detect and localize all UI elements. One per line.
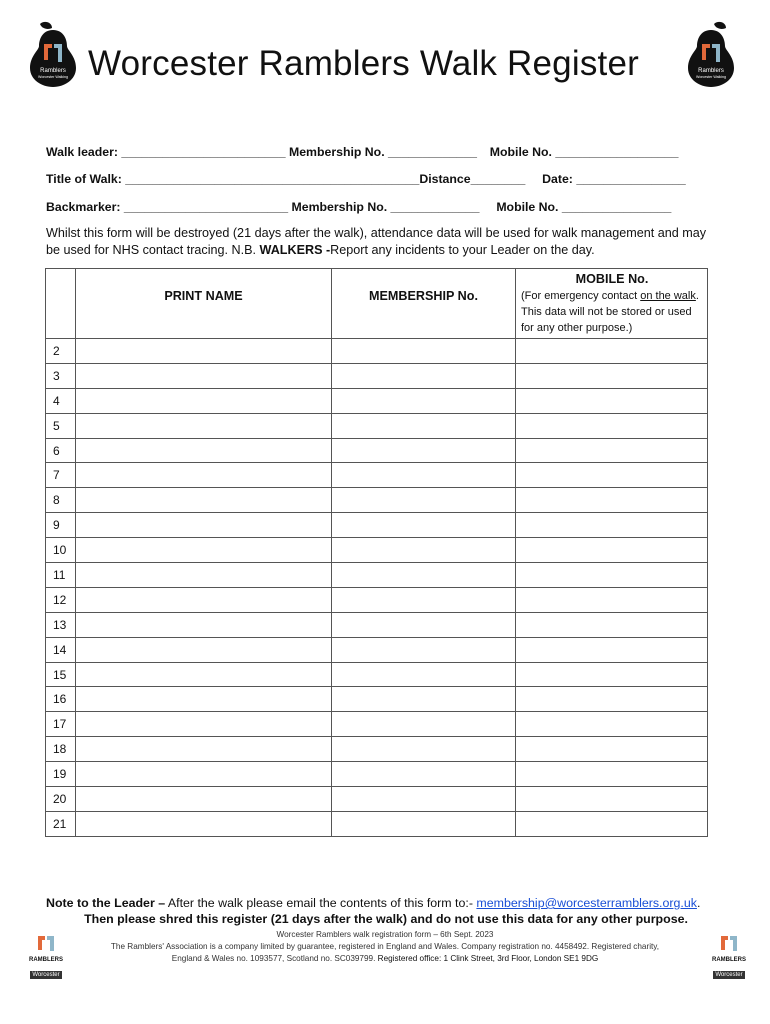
table-row [46, 762, 708, 787]
row-number: 19 [46, 762, 76, 787]
ramblers-logo-left [22, 20, 84, 84]
form-version: Worcester Ramblers walk registration form – 6th Sept. 2023 [276, 930, 494, 939]
ramblers-badge-left [28, 934, 64, 981]
row-number: 15 [46, 662, 76, 687]
mobile-cell[interactable] [516, 438, 708, 463]
header-mobile-note-post: . This data will not be stored or used for any other purpose.) [521, 290, 699, 334]
ramblers-mark-icon [718, 934, 740, 952]
membership-cell[interactable] [332, 587, 516, 612]
badge-word: RAMBLERS [29, 957, 63, 963]
membership-cell[interactable] [332, 463, 516, 488]
row-number: 3 [46, 363, 76, 388]
membership-cell[interactable] [332, 488, 516, 513]
row-number: 16 [46, 687, 76, 712]
walk-leader-mobile-field[interactable]: Mobile No. __________________ [489, 145, 679, 159]
print-name-cell[interactable] [76, 612, 332, 637]
header-mobile [516, 269, 708, 339]
print-name-cell[interactable] [76, 438, 332, 463]
print-name-cell[interactable] [76, 587, 332, 612]
mobile-cell[interactable] [516, 687, 708, 712]
membership-cell[interactable] [332, 787, 516, 812]
backmarker-field[interactable]: Backmarker: ________________________ Membership No. _____________ [46, 200, 480, 214]
membership-cell[interactable] [332, 811, 516, 836]
membership-cell[interactable] [332, 363, 516, 388]
header-mobile-note-underlined: on the walk [640, 290, 696, 302]
print-name-cell[interactable] [76, 811, 332, 836]
membership-cell[interactable] [332, 339, 516, 364]
print-name-cell[interactable] [76, 563, 332, 588]
table-row [46, 687, 708, 712]
print-name-cell[interactable] [76, 662, 332, 687]
row-number: 11 [46, 563, 76, 588]
table-row [46, 538, 708, 563]
table-row [46, 563, 708, 588]
row-number: 17 [46, 712, 76, 737]
badge-city: Worcester [715, 972, 743, 978]
mobile-cell[interactable] [516, 787, 708, 812]
ramblers-mark-icon [35, 934, 57, 952]
membership-cell[interactable] [332, 637, 516, 662]
intro-text-pre: Whilst this form will be destroyed (21 days after the walk), attendance data will be used for walk management and may be used for NHS contact tracing. N.B. [46, 226, 707, 257]
legal-line-2-office: Registered office: 1 Clink Street, 3rd Floor, London SE1 9DG [377, 954, 599, 963]
logo-tagline: Worcester Walking [38, 75, 68, 79]
table-row [46, 413, 708, 438]
mobile-cell[interactable] [516, 363, 708, 388]
membership-cell[interactable] [332, 388, 516, 413]
table-row [46, 737, 708, 762]
title-of-walk-row [46, 172, 686, 186]
row-number: 13 [46, 612, 76, 637]
row-number: 14 [46, 637, 76, 662]
print-name-cell[interactable] [76, 712, 332, 737]
legal-line-1: The Ramblers' Association is a company limited by guarantee, registered in England and Wales. Company registration no. 4458492. Registered charity, [110, 942, 660, 951]
table-row [46, 388, 708, 413]
backmarker-mobile-field[interactable]: Mobile No. ________________ [496, 200, 672, 214]
intro-text-post: Report any incidents to your Leader on the day. [330, 243, 595, 257]
print-name-cell[interactable] [76, 538, 332, 563]
table-row [46, 463, 708, 488]
badge-word: RAMBLERS [712, 957, 746, 963]
print-name-cell[interactable] [76, 488, 332, 513]
row-number: 8 [46, 488, 76, 513]
logo-tagline: Worcester Walking [696, 75, 726, 79]
print-name-cell[interactable] [76, 388, 332, 413]
mobile-cell[interactable] [516, 413, 708, 438]
row-number: 6 [46, 438, 76, 463]
row-number: 12 [46, 587, 76, 612]
mobile-cell[interactable] [516, 612, 708, 637]
print-name-cell[interactable] [76, 413, 332, 438]
table-row [46, 612, 708, 637]
mobile-cell[interactable] [516, 339, 708, 364]
print-name-cell[interactable] [76, 363, 332, 388]
mobile-cell[interactable] [516, 513, 708, 538]
walk-leader-row [46, 145, 678, 159]
backmarker-row [46, 200, 671, 214]
table-row [46, 488, 708, 513]
intro-walkers: WALKERS - [259, 243, 331, 257]
membership-cell[interactable] [332, 438, 516, 463]
row-number: 20 [46, 787, 76, 812]
membership-cell[interactable] [332, 538, 516, 563]
row-number: 4 [46, 388, 76, 413]
print-name-cell[interactable] [76, 687, 332, 712]
header-num-cell [46, 269, 76, 339]
row-number: 7 [46, 463, 76, 488]
print-name-cell[interactable] [76, 787, 332, 812]
header-mobile-note-pre: (For emergency contact [521, 290, 641, 302]
row-number: 9 [46, 513, 76, 538]
membership-cell[interactable] [332, 563, 516, 588]
distance-field[interactable]: Distance________ [419, 172, 526, 186]
table-row [46, 787, 708, 812]
date-field[interactable]: Date: ________________ [542, 172, 686, 186]
title-of-walk-field[interactable]: Title of Walk: ___________________________________________ [46, 172, 420, 186]
print-name-cell[interactable] [76, 513, 332, 538]
legal-line-2 [60, 954, 710, 963]
leader-note [46, 896, 726, 910]
print-name-cell[interactable] [76, 637, 332, 662]
intro-paragraph [46, 225, 718, 259]
table-row [46, 339, 708, 364]
ramblers-badge-right [711, 934, 747, 981]
header-print-name: PRINT NAME [76, 269, 332, 339]
mobile-cell[interactable] [516, 563, 708, 588]
membership-cell[interactable] [332, 513, 516, 538]
membership-cell[interactable] [332, 687, 516, 712]
membership-email-link[interactable]: membership@worcesterramblers.org.uk [476, 896, 697, 910]
logo-text: Ramblers [40, 68, 66, 74]
mobile-cell[interactable] [516, 712, 708, 737]
mobile-cell[interactable] [516, 488, 708, 513]
membership-cell[interactable] [332, 662, 516, 687]
table-row [46, 438, 708, 463]
mobile-cell[interactable] [516, 463, 708, 488]
page-title: Worcester Ramblers Walk Register [88, 44, 639, 83]
legal-line-2-pre: England & Wales no. 1093577, Scotland no. SC039799. [171, 954, 378, 963]
table-row [46, 637, 708, 662]
print-name-cell[interactable] [76, 339, 332, 364]
note-end: . [696, 896, 701, 910]
mobile-cell[interactable] [516, 662, 708, 687]
print-name-cell[interactable] [76, 463, 332, 488]
table-row [46, 811, 708, 836]
mobile-cell[interactable] [516, 762, 708, 787]
membership-cell[interactable] [332, 762, 516, 787]
row-number: 5 [46, 413, 76, 438]
ramblers-logo-right [680, 20, 742, 84]
table-row [46, 587, 708, 612]
note-label: Note to the Leader – [46, 896, 166, 910]
walk-leader-field[interactable]: Walk leader: ________________________ Membership No. _____________ [46, 145, 477, 159]
note-text: After the walk please email the contents of this form to:- [165, 896, 477, 910]
membership-cell[interactable] [332, 413, 516, 438]
table-row [46, 363, 708, 388]
membership-cell[interactable] [332, 612, 516, 637]
row-number: 10 [46, 538, 76, 563]
row-number: 18 [46, 737, 76, 762]
header-mobile-title: MOBILE No. [575, 272, 649, 286]
mobile-cell[interactable] [516, 388, 708, 413]
shred-instruction: Then please shred this register (21 days after the walk) and do not use this data for any other purpose. [84, 912, 688, 926]
table-header-row [46, 269, 708, 339]
print-name-cell[interactable] [76, 762, 332, 787]
mobile-cell[interactable] [516, 637, 708, 662]
row-number: 21 [46, 811, 76, 836]
row-number: 2 [46, 339, 76, 364]
table-row [46, 712, 708, 737]
mobile-cell[interactable] [516, 587, 708, 612]
mobile-cell[interactable] [516, 737, 708, 762]
membership-cell[interactable] [332, 712, 516, 737]
register-table [45, 268, 708, 837]
badge-city: Worcester [32, 972, 60, 978]
mobile-cell[interactable] [516, 811, 708, 836]
membership-cell[interactable] [332, 737, 516, 762]
header-membership: MEMBERSHIP No. [332, 269, 516, 339]
table-row [46, 662, 708, 687]
table-row [46, 513, 708, 538]
print-name-cell[interactable] [76, 737, 332, 762]
mobile-cell[interactable] [516, 538, 708, 563]
logo-text: Ramblers [698, 68, 724, 74]
